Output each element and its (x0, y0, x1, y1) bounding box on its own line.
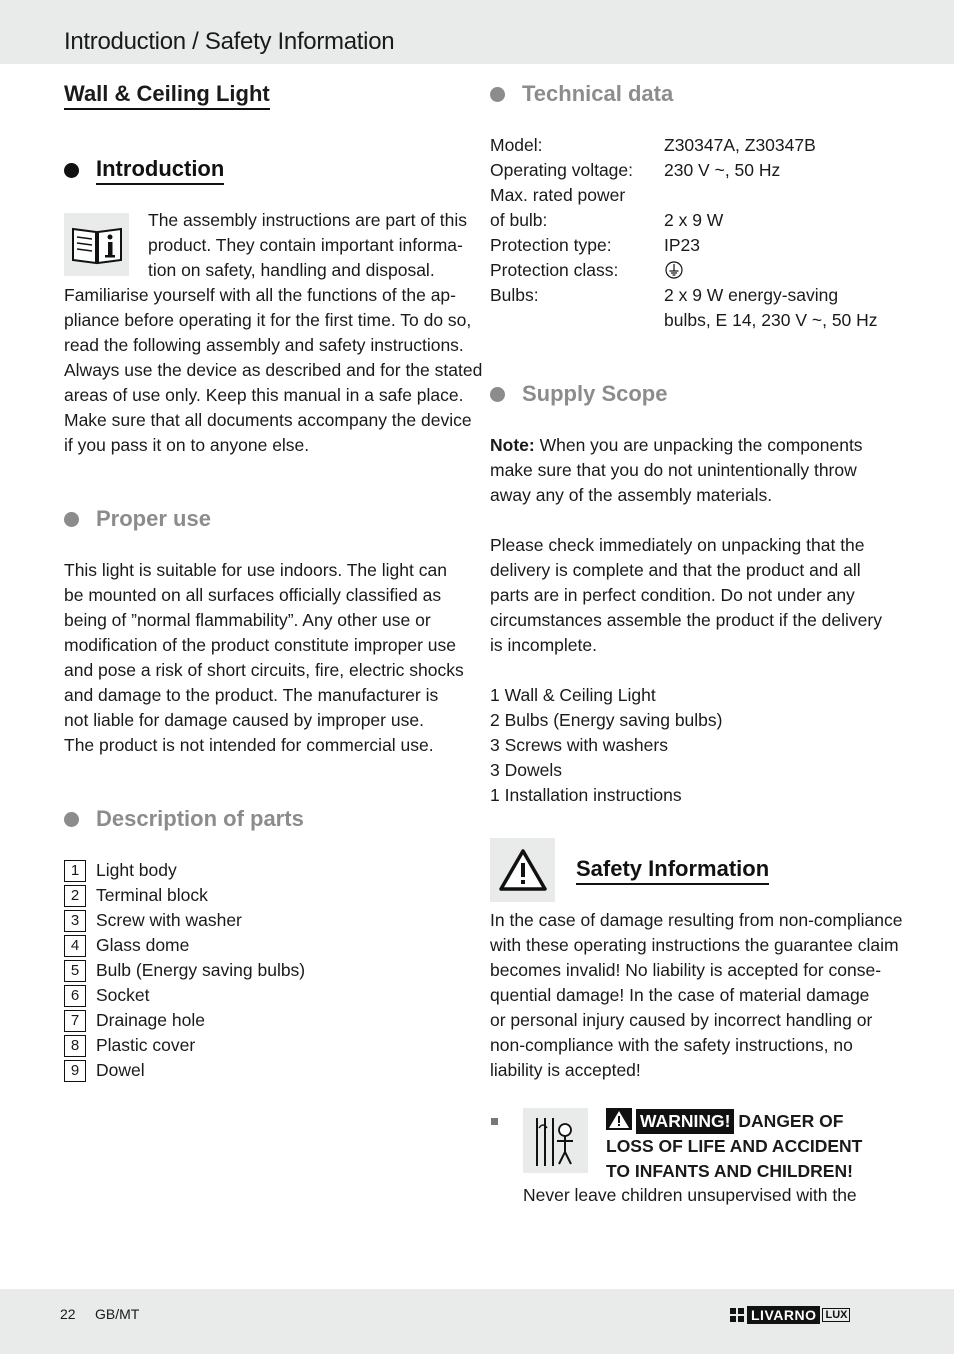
list-item (64, 858, 305, 883)
bullet-icon (64, 512, 79, 527)
text-line: not liable for damage caused by improper use. (64, 710, 424, 730)
table-row: Max. rated power (490, 185, 626, 205)
part-label: Drainage hole (96, 1010, 205, 1030)
list-item: 1 Wall & Ceiling Light (490, 685, 656, 705)
part-label: Light body (96, 860, 177, 880)
list-item (64, 933, 305, 958)
part-number: 4 (64, 935, 86, 957)
text-line: Always use the device as described and for the stated (64, 360, 483, 380)
list-item: 1 Installation instructions (490, 785, 682, 805)
text-line: parts are in perfect condition. Do not under any (490, 585, 855, 605)
text-line: delivery is complete and that the product and all (490, 560, 861, 580)
text-line: be mounted on all surfaces officially classified as (64, 585, 442, 605)
text-line: modification of the product constitute improper use (64, 635, 457, 655)
table-row: of bulb: 2 x 9 W (490, 210, 724, 230)
text-line: with these operating instructions the guarantee claim (490, 935, 899, 955)
list-item (64, 983, 305, 1008)
bullet-icon (64, 163, 79, 178)
technical-heading: Technical data (490, 80, 673, 108)
bullet-icon (64, 812, 79, 827)
text-line: Familiarise yourself with all the functions of the ap- (64, 285, 456, 305)
part-label: Socket (96, 985, 150, 1005)
part-number: 1 (64, 860, 86, 882)
list-item: 2 Bulbs (Energy saving bulbs) (490, 710, 723, 730)
supply-note: Note: When you are unpacking the components make sure that you do not unintentionally throw away any of the assembly materials. (490, 433, 863, 508)
list-item (64, 1033, 305, 1058)
text-line: make sure that you do not unintentionally throw (490, 460, 857, 480)
list-item (64, 883, 305, 908)
safety-heading: Safety Information (576, 855, 769, 885)
part-number: 9 (64, 1060, 86, 1082)
introduction-heading: Introduction (64, 155, 224, 185)
supply-items (490, 683, 722, 808)
text-line: is incomplete. (490, 635, 597, 655)
technical-table (490, 133, 904, 333)
introduction-text (64, 283, 482, 458)
language-code: GB/MT (95, 1306, 140, 1322)
protection-class-earth-icon (664, 260, 684, 280)
list-item: 3 Screws with washers (490, 735, 668, 755)
text-line: tion on safety, handling and disposal. (148, 260, 435, 280)
bullet-icon (490, 87, 505, 102)
text-line: becomes invalid! No liability is accepted for conse- (490, 960, 882, 980)
proper-use-heading: Proper use (64, 505, 211, 533)
text-line: pliance before operating it for the first time. To do so, (64, 310, 472, 330)
text-line: or personal injury caused by incorrect handling or (490, 1010, 873, 1030)
list-item (64, 958, 305, 983)
warning-tag: WARNING! (636, 1109, 734, 1134)
part-label: Glass dome (96, 935, 190, 955)
logo-grid-icon (730, 1308, 744, 1322)
bullet-icon (490, 387, 505, 402)
list-item: 3 Dowels (490, 760, 562, 780)
supply-heading: Supply Scope (490, 380, 667, 408)
text-line: being of ”normal flammability”. Any other use or (64, 610, 431, 630)
warning-triangle-icon (490, 838, 555, 902)
introduction-text-top (148, 208, 467, 283)
square-bullet-icon (491, 1118, 498, 1125)
proper-use-text (64, 558, 464, 758)
part-label: Plastic cover (96, 1035, 196, 1055)
table-row: bulbs, E 14, 230 V ~, 50 Hz (664, 310, 878, 330)
warning-block: WARNING! DANGER OF LOSS OF LIFE AND ACCIDENT TO INFANTS AND CHILDREN! (606, 1108, 862, 1184)
list-item (64, 908, 305, 933)
text-line: This light is suitable for use indoors. The light can (64, 560, 447, 580)
table-row: Operating voltage: 230 V ~, 50 Hz (490, 160, 781, 180)
text-line: In the case of damage resulting from non-compliance (490, 910, 903, 930)
page-title: Introduction / Safety Information (64, 28, 395, 55)
parts-list (64, 858, 305, 1083)
page-number: 22 (60, 1306, 76, 1322)
part-number: 3 (64, 910, 86, 932)
note-label: Note: (490, 435, 535, 455)
text-line: LOSS OF LIFE AND ACCIDENT (606, 1136, 863, 1156)
text-line: areas of use only. Keep this manual in a safe place. (64, 385, 464, 405)
part-label: Terminal block (96, 885, 208, 905)
text-line: away any of the assembly materials. (490, 485, 773, 505)
text-line: and damage to the product. The manufacturer is (64, 685, 439, 705)
part-number: 6 (64, 985, 86, 1007)
text-line: circumstances assemble the product if the delivery (490, 610, 882, 630)
text-line: and pose a risk of short circuits, fire, electric shocks (64, 660, 464, 680)
text-line: product. They contain important informa- (148, 235, 463, 255)
supply-check-text (490, 533, 882, 658)
text-line: TO INFANTS AND CHILDREN! (606, 1161, 853, 1181)
text-line: read the following assembly and safety instructions. (64, 335, 464, 355)
part-label: Dowel (96, 1060, 145, 1080)
table-row: Protection type: IP23 (490, 235, 700, 255)
table-row: Model: Z30347A, Z30347B (490, 135, 816, 155)
child-safety-icon (523, 1108, 588, 1173)
table-row: Protection class: (490, 258, 904, 283)
list-item (64, 1058, 305, 1083)
part-number: 8 (64, 1035, 86, 1057)
document-title: Wall & Ceiling Light (64, 80, 270, 110)
safety-text (490, 908, 902, 1083)
table-row: Bulbs: 2 x 9 W energy-saving (490, 285, 839, 305)
text-line: Please check immediately on unpacking that the (490, 535, 865, 555)
text-line: The product is not intended for commercial use. (64, 735, 434, 755)
text-line: quential damage! In the case of material damage (490, 985, 870, 1005)
brand-logo: LIVARNO LUX (730, 1305, 850, 1325)
warning-text: Never leave children unsupervised with the (523, 1185, 857, 1205)
list-item (64, 1008, 305, 1033)
part-number: 2 (64, 885, 86, 907)
part-label: Bulb (Energy saving bulbs) (96, 960, 306, 980)
text-line: The assembly instructions are part of this (148, 210, 468, 230)
parts-heading: Description of parts (64, 805, 304, 833)
text-line: if you pass it on to anyone else. (64, 435, 310, 455)
part-number: 7 (64, 1010, 86, 1032)
text-line: non-compliance with the safety instructions, no (490, 1035, 853, 1055)
warning-small-icon (606, 1108, 632, 1130)
part-number: 5 (64, 960, 86, 982)
part-label: Screw with washer (96, 910, 242, 930)
text-line: Make sure that all documents accompany the device (64, 410, 472, 430)
text-line: liability is accepted! (490, 1060, 641, 1080)
info-book-icon (64, 213, 129, 276)
